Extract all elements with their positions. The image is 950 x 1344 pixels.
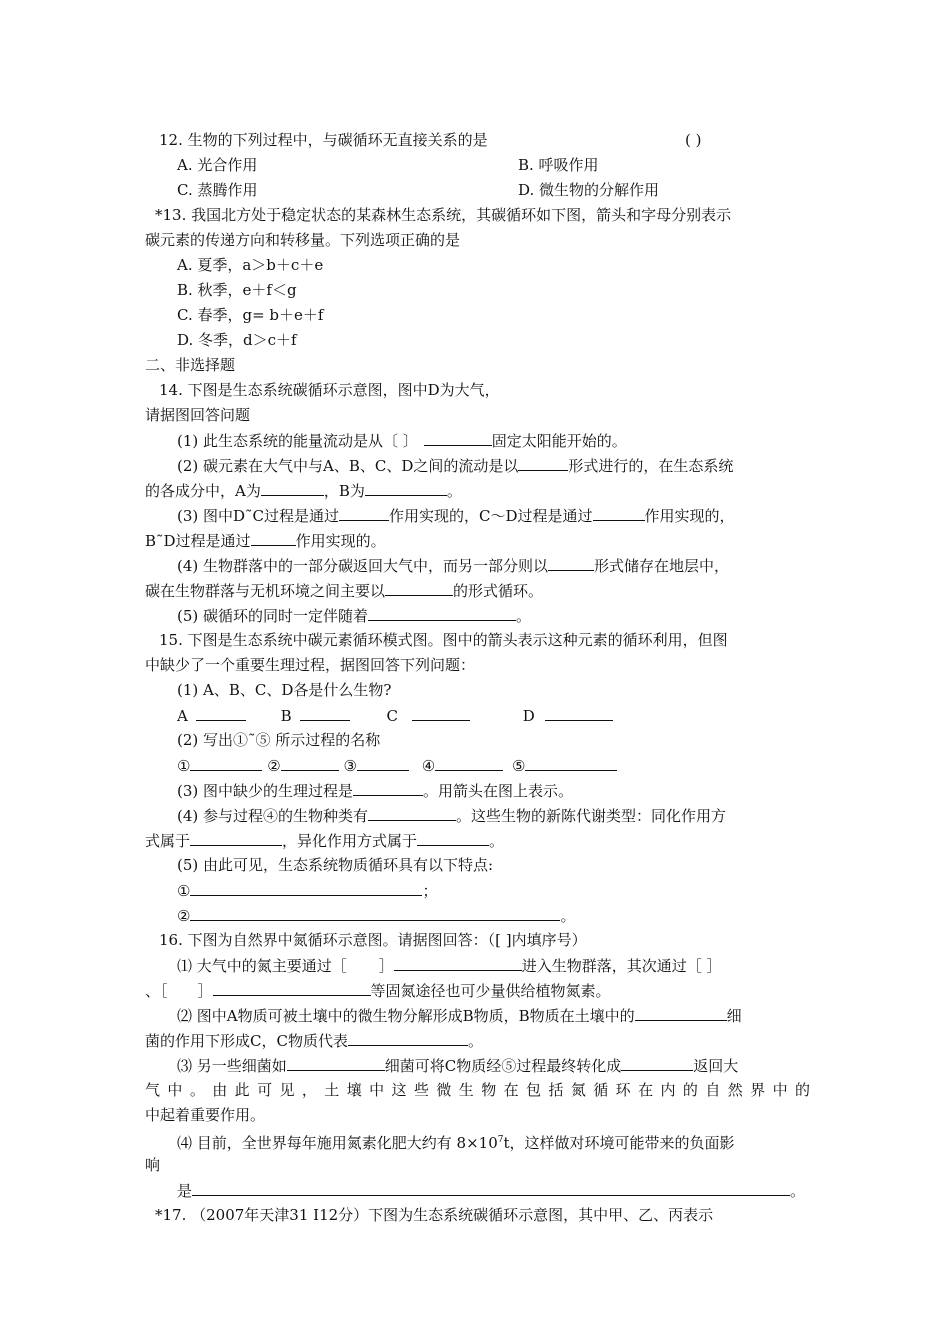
q14-p2-blank-b[interactable] [365,478,447,496]
q16-p3-text-4: 气中。由此可见，土壤中这些微生物在包括氮循环在内的自然界中的 [145,1081,810,1099]
q16-p1-text-4: 等固氮途径也可少量供给植物氮素。 [370,982,611,1000]
q13-option-b: B. 秋季，e＋f＜g [177,281,297,299]
q16-p4-text-4: 是 [177,1182,193,1200]
q14-p4-text-3: 碳在生物群落与无机环境之间主要以 [145,582,386,600]
q14-part-5 [145,603,810,628]
q14-p4-blank-1[interactable] [548,553,594,571]
q15-feature-2-end: 。 [560,907,576,925]
q15-p4-text-4: ，异化作用方式属于 [282,832,418,850]
q15-process-3: ③ [343,757,357,775]
q14-p2-text-2: 形式进行的，在生态系统 [568,457,734,475]
q12-stem-line [145,128,810,153]
q16-p4-text-2: t，这样做对环境可能带来的负面影 [503,1134,735,1152]
q12-options-row-2 [145,178,810,203]
q15-p3-blank[interactable] [353,778,423,796]
q16-p1-text: ⑴ 大气中的氮主要通过［ [177,957,347,975]
q12-option-c: C. 蒸腾作用 [177,181,258,199]
q14-p2-text-3: 的各成分中，A为 [145,482,261,500]
q14-p5-text: (5) 碳循环的同时一定伴随着 [177,607,369,625]
q15-process-blank-3[interactable] [357,753,409,771]
q13-stem-line-1 [145,203,810,228]
q13-option-c: C. 春季，g= b＋e＋f [177,306,324,324]
q15-p4-blank-2[interactable] [190,828,282,846]
q15-feature-2-blank[interactable] [190,903,560,921]
q16-stem: 16. 下图为自然界中氮循环示意图。请据图回答：（[ ]内填序号） [159,931,587,949]
q16-p2-text: ⑵ 图中A物质可被土壤中的微生物分解形成B物质，B物质在土壤中的 [177,1007,635,1025]
q15-blank-c[interactable] [412,703,470,721]
q14-p2-text-5: 。 [446,482,462,500]
q15-process-2: ② [267,757,281,775]
q15-p4-text-5: 。 [489,832,505,850]
q16-p1-bracket-close: ］ [378,957,394,975]
q14-p4-text: (4) 生物群落中的一部分碳返回大气中，而另一部分则以 [177,557,549,575]
q15-part-1-answers [145,703,810,728]
q16-p4-exponent: 7 [497,1135,504,1145]
q14-p1-text: (1) 此生态系统的能量流动是从〔 〕 [177,432,418,450]
q13-option-d: D. 冬季，d＞c＋f [177,331,297,349]
q13-option-a: A. 夏季，a＞b＋c＋e [177,256,324,274]
q15-feature-1 [145,878,810,903]
q16-part-3 [145,1053,810,1078]
q15-feature-1-num: ① [177,882,191,900]
q15-feature-1-end: ； [422,882,438,900]
q16-p2-blank-2[interactable] [348,1028,468,1046]
q16-part-1 [145,953,810,978]
q16-p2-blank-1[interactable] [635,1003,727,1021]
q15-process-blank-5[interactable] [525,753,617,771]
q14-stem-2: 请据图回答问题 [145,406,251,424]
q14-stem-1: 14. 下图是生态系统碳循环示意图，图中D为大气， [159,381,500,399]
q14-p3-text-5: 作用实现的。 [295,532,386,550]
q14-part-4 [145,553,810,578]
q15-blank-b[interactable] [300,703,350,721]
q15-p4-text-3: 式属于 [145,832,191,850]
q16-p4-text-3: 响 [145,1156,161,1174]
q14-p5-blank[interactable] [368,603,516,621]
q15-part-4-cont [145,828,810,853]
q15-part-5: (5) 由此可见，生态系统物质循环具有以下特点: [177,856,494,874]
q15-process-1: ① [177,757,191,775]
q16-part-4-answer [145,1178,810,1203]
q16-part-2-cont [145,1028,810,1053]
q16-part-2 [145,1003,810,1028]
q13-stem-1: *13. 我国北方处于稳定状态的某森林生态系统，其碳循环如下图，箭头和字母分别表示 [155,206,732,224]
q16-p2-text-2: 细 [726,1007,742,1025]
q16-p2-text-3: 菌的作用下形成C，C物质代表 [145,1032,348,1050]
q16-p3-text-3: 返回大 [693,1057,739,1075]
q16-part-4 [145,1128,810,1153]
q14-p3-text-4: B˜D过程是通过 [145,532,251,550]
q16-p3-text-2: 细菌可将C物质经⑤过程最终转化成 [384,1057,622,1075]
q15-label-a: A [177,707,188,725]
q14-p4-text-4: 的形式循环。 [453,582,544,600]
q14-p3-blank-1[interactable] [339,503,389,521]
q15-part-2-answers [145,753,810,778]
q15-blank-a[interactable] [196,703,246,721]
q15-process-blank-4[interactable] [435,753,503,771]
q16-p3-text: ⑶ 另一些细菌如 [177,1057,287,1075]
q15-feature-2 [145,903,810,928]
q16-p4-text-5: 。 [790,1182,806,1200]
q15-label-d: D [522,707,535,725]
q13-stem-2: 碳元素的传递方向和转移量。下列选项正确的是 [145,231,461,249]
q16-p3-text-5: 中起着重要作用。 [145,1106,266,1124]
q15-part-2: (2) 写出①˜⑤ 所示过程的名称 [177,731,381,749]
q15-process-blank-2[interactable] [281,753,339,771]
q14-p4-text-2: 形式储存在地层中， [594,557,730,575]
q15-p3-text-end: 。用箭头在图上表示。 [423,782,574,800]
q15-process-4: ④ [421,757,436,775]
document-page [145,128,810,1228]
q16-part-1-cont [145,978,810,1003]
q14-p3-text-2: 作用实现的，C～D过程是通过 [389,507,593,525]
q16-p1-text-2: 进入生物群落，其次通过［ ］ [521,957,722,975]
q15-process-blank-1[interactable] [190,753,262,771]
q14-p3-text: (3) 图中D˜C过程是通过 [177,507,340,525]
q12-answer-paren: ( ) [685,131,702,149]
q14-p3-text-3: 作用实现的， [644,507,735,525]
q14-p1-text-end: 固定太阳能开始的。 [491,432,627,450]
q15-process-5: ⑤ [511,757,526,775]
q15-p4-blank-3[interactable] [417,828,489,846]
q12-option-b: B. 呼吸作用 [518,156,599,174]
q15-part-3 [145,778,810,803]
section-heading-nonchoice: 二、非选择题 [145,356,236,374]
q15-part-4 [145,803,810,828]
q15-part-1: (1) A、B、C、D各是什么生物? [177,681,392,699]
q16-p2-text-4: 。 [467,1032,483,1050]
q15-label-c: C [386,707,398,725]
q15-p4-text-2: 。这些生物的新陈代谢类型：同化作用方 [456,807,727,825]
q14-p2-blank-1[interactable] [518,453,568,471]
q14-p2-text: (2) 碳元素在大气中与A、B、C、D之间的流动是以 [177,457,519,475]
q15-label-b: B [280,707,292,725]
q16-p1-blank-2[interactable] [213,978,371,996]
q16-p4-text: ⑷ 目前，全世界每年施用氮素化肥大约有 8×10 [177,1134,498,1152]
q14-part-2-cont [145,478,810,503]
q15-p4-text: (4) 参与过程④的生物种类有 [177,807,369,825]
q14-part-1 [145,428,810,453]
q14-p2-blank-a[interactable] [261,478,324,496]
q14-p2-text-4: ，B为 [323,482,365,500]
q13-stem-line-2 [145,228,810,253]
q15-p4-blank-1[interactable] [368,803,456,821]
q15-feature-1-blank[interactable] [190,878,422,896]
q16-p3-blank-2[interactable] [621,1053,693,1071]
q16-p1-blank-1[interactable] [394,953,522,971]
q16-p1-text-3: 、［ [145,982,168,1000]
q15-stem-2: 中缺少了一个重要生理过程，据图回答下列问题： [145,656,476,674]
q14-p3-blank-2[interactable] [593,503,645,521]
q12-option-a: A. 光合作用 [177,156,258,174]
q14-part-3-cont [145,528,810,553]
q14-p3-blank-3[interactable] [251,528,296,546]
q16-p3-blank-1[interactable] [287,1053,385,1071]
q16-p4-blank[interactable] [192,1178,790,1196]
q14-p5-text-end: 。 [516,607,532,625]
q12-stem: 12. 生物的下列过程中，与碳循环无直接关系的是 [159,131,488,149]
q15-stem-1: 15. 下图是生态系统中碳元素循环模式图。图中的箭头表示这种元素的循环利用，但图 [159,631,728,649]
q16-p1-bracket-close-2: ］ [197,982,213,1000]
q14-p1-blank[interactable] [424,428,492,446]
q14-part-2 [145,453,810,478]
q17-stem: *17. （2007年天津31 Ⅰ12分）下图为生态系统碳循环示意图，其中甲、乙、丙表示 [155,1206,714,1224]
q15-p3-text: (3) 图中缺少的生理过程是 [177,782,354,800]
q15-feature-2-num: ② [177,907,191,925]
q12-options-row-1 [145,153,810,178]
q15-blank-d[interactable] [545,703,613,721]
q12-option-d: D. 微生物的分解作用 [518,181,660,199]
q14-part-3 [145,503,810,528]
q14-part-4-cont [145,578,810,603]
q14-p4-blank-2[interactable] [385,578,453,596]
